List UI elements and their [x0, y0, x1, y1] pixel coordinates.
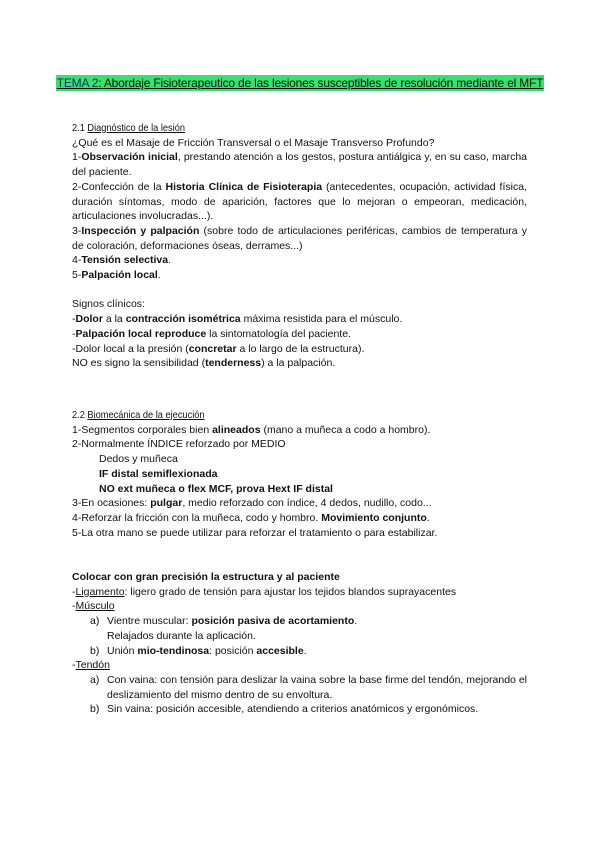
section-heading-2-1 [72, 121, 185, 136]
sub-list-item: Dedos y muñeca [99, 453, 178, 466]
list-item: 1-Observación inicial, prestando atención a los gestos, postura antiálgica y, en su caso, marcha del paciente. [72, 151, 527, 179]
sub-list-item: IF distal semiflexionada [99, 467, 218, 480]
sub-list-item: NO ext muñeca o flex MCF, prova Hext IF distal [99, 482, 333, 495]
list-item: 2-Normalmente ÍNDICE reforzado por MEDIO [72, 438, 286, 451]
section-heading-text: Biomecánica de la ejecución [87, 409, 205, 421]
section-biomecanica [72, 408, 527, 540]
paragraph-question: ¿Qué es el Masaje de Fricción Transversal o el Masaje Transverso Profundo? [72, 136, 435, 149]
list-item: 4-Reforzar la fricción con la muñeca, codo y hombro. Movimiento conjunto. [72, 511, 430, 524]
title-text: Abordaje Fisioterapeutico de las lesiones susceptibles de resolución mediante el MFT [103, 76, 544, 90]
section-number: 2.1 [72, 122, 88, 134]
sub-list-item: a) Vientre muscular: posición pasiva de acortamiento. Relajados durante la aplicación. [90, 615, 358, 642]
list-item: 5-Palpación local. [72, 269, 161, 282]
list-item-musculo: -Músculo [72, 600, 115, 613]
section-heading-text: Diagnóstico de la lesión [87, 122, 186, 134]
list-item-tendon: -Tendón [72, 659, 110, 672]
title-separator: : [98, 76, 104, 90]
title-highlight [56, 75, 545, 91]
list-item: -Palpación local reproduce la sintomatología del paciente. [72, 327, 351, 340]
signos-heading: Signos clínicos: [72, 298, 145, 311]
section-heading-2-2 [72, 408, 205, 423]
section-colocacion [72, 570, 527, 717]
list-item: -Dolor a la contracción isométrica máxima resistida para el músculo. [72, 313, 403, 326]
sub-list-item: b) Sin vaina: posición accesible, atendiendo a criterios anatómicos y ergonómicos. [90, 703, 479, 716]
title-tema: TEMA 2 [56, 76, 99, 90]
sub-list-item: b) Unión mio-tendinosa: posición accesible. [90, 644, 307, 657]
section-number: 2.2 [72, 409, 88, 421]
list-item: 2-Confección de la Historia Clínica de Fisioterapia (antecedentes, ocupación, actividad física, duración síntomas, modo de aparición, factores que lo mejoran o empeoran, medicación, articulaciones involucradas...). [72, 180, 527, 223]
section-heading-colocar: Colocar con gran precisión la estructura y al paciente [72, 571, 340, 583]
list-item: 1-Segmentos corporales bien alineados (mano a muñeca a codo a hombro). [72, 423, 431, 436]
document-title [0, 74, 600, 92]
list-item: 4-Tensión selectiva. [72, 254, 172, 267]
sub-list-item: a) Con vaina: con tensión para deslizar la vaina sobre la base firme del tendón, mejorando el deslizamiento del mismo dentro de su envoltura. [90, 673, 527, 701]
list-item: NO es signo la sensibilidad (tenderness) a la palpación. [72, 357, 336, 370]
list-item: -Dolor local a la presión (concretar a lo largo de la estructura). [72, 342, 365, 355]
list-item: 3-En ocasiones: pulgar, medio reforzado con índice, 4 dedos, nudillo, codo... [72, 497, 432, 510]
section-diagnostico [72, 121, 527, 371]
list-item: 5-La otra mano se puede utilizar para reforzar el tratamiento o para estabilizar. [72, 526, 438, 539]
list-item-ligamento: -Ligamento: ligero grado de tensión para ajustar los tejidos blandos suprayacentes [72, 585, 457, 598]
list-item: 3-Inspección y palpación (sobre todo de articulaciones periféricas, cambios de temperatura y de coloración, deformaciones óseas, derrames...) [72, 224, 528, 252]
